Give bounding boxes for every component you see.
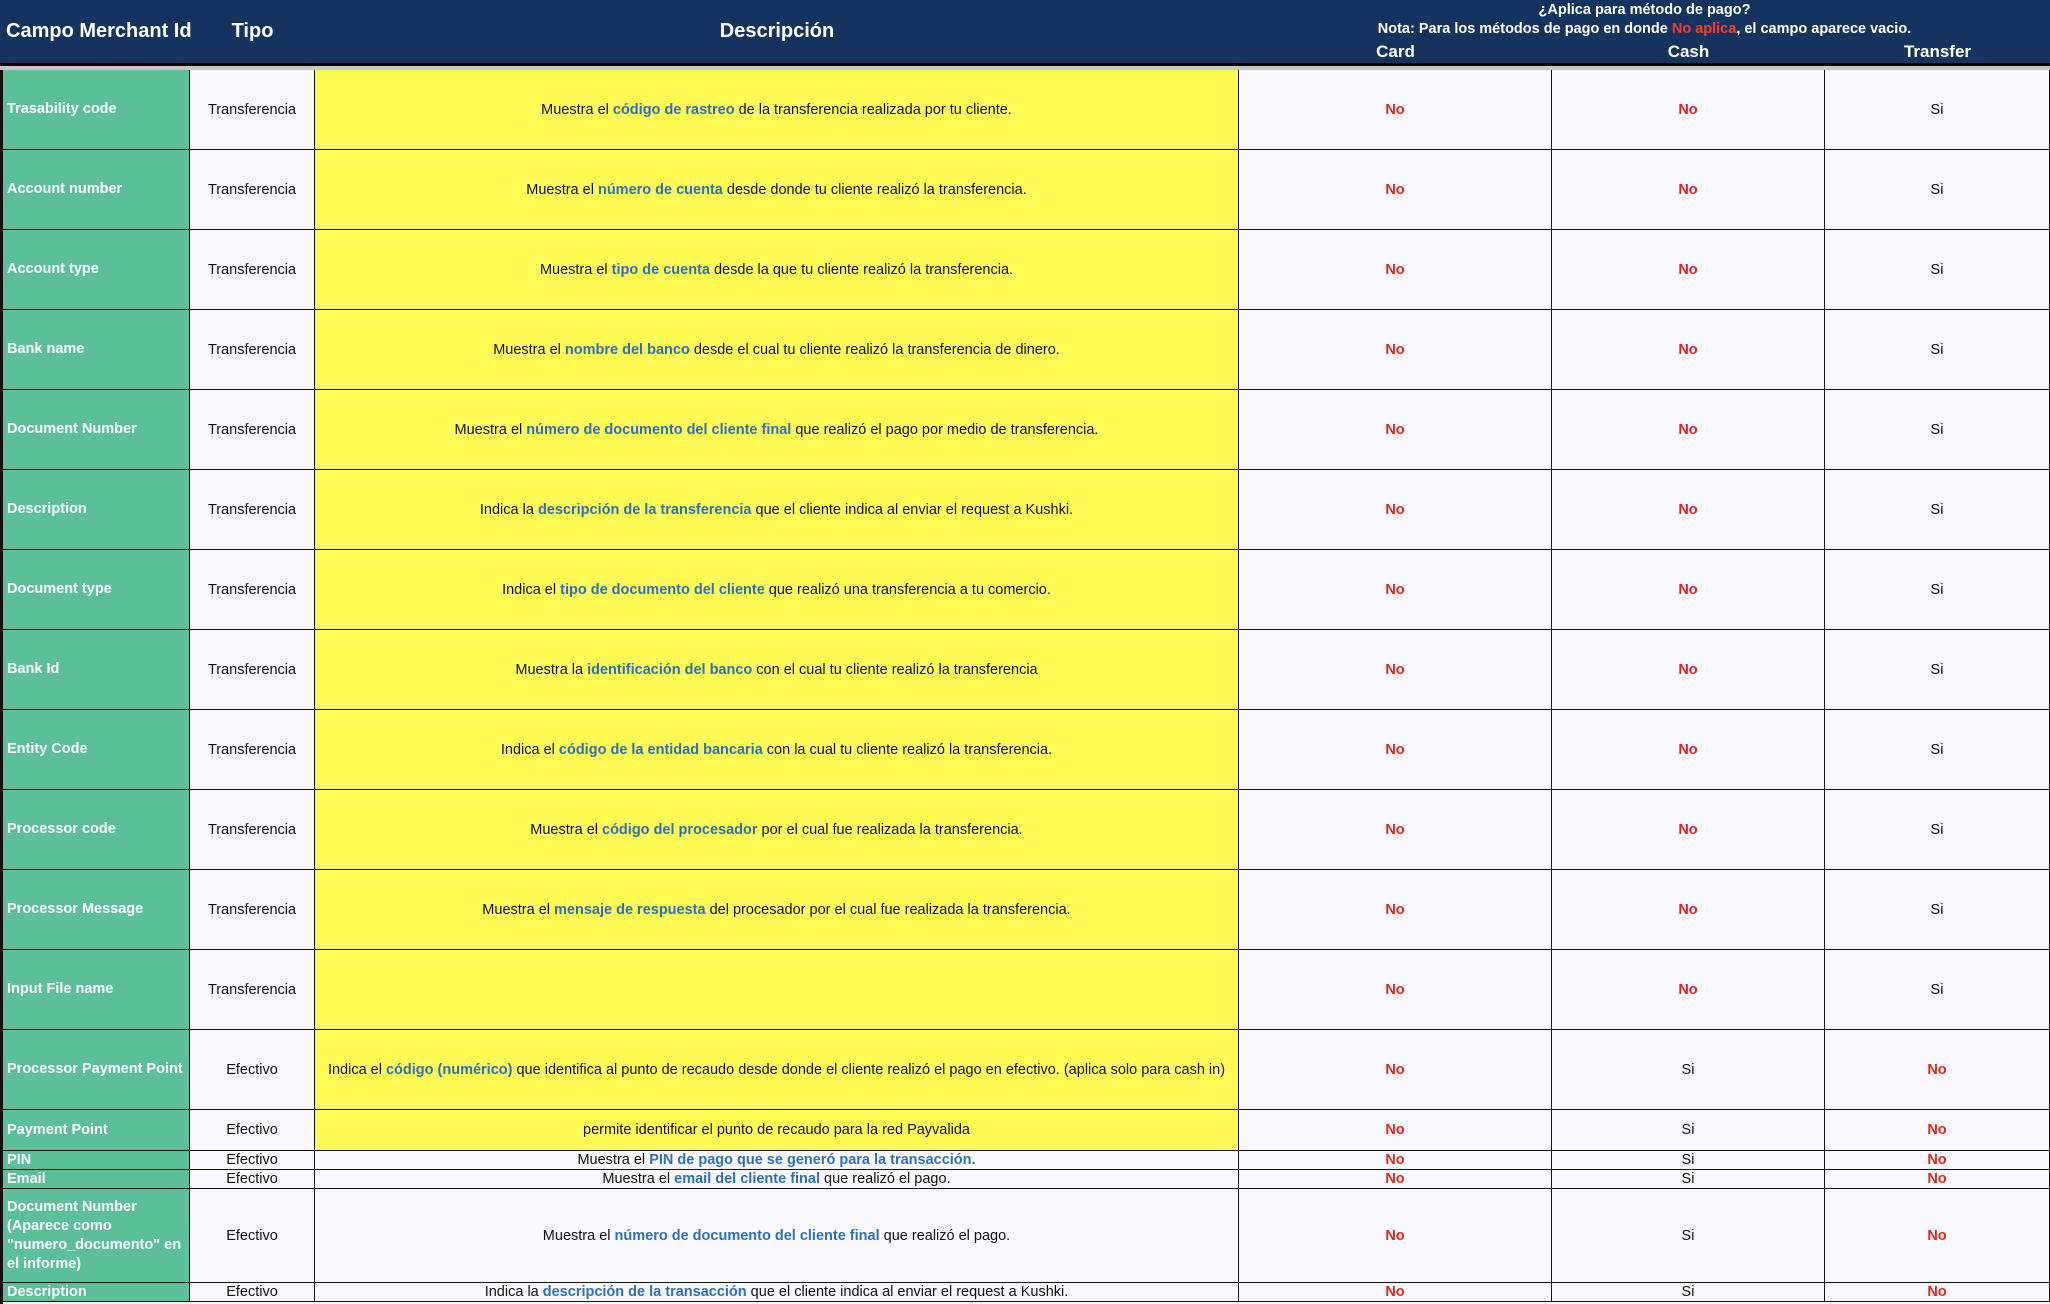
cell-campo[interactable]: Processor Message bbox=[3, 870, 190, 949]
table-row bbox=[3, 1110, 2050, 1151]
cell-cash[interactable]: Si bbox=[1552, 1283, 1825, 1301]
cell-campo[interactable]: Document type bbox=[3, 550, 190, 629]
header-cash: Cash bbox=[1667, 42, 1710, 61]
cell-descripcion[interactable] bbox=[315, 550, 1239, 629]
cell-transfer[interactable]: Si bbox=[1825, 710, 2050, 789]
cell-tipo[interactable]: Transferencia bbox=[190, 230, 315, 309]
cell-campo[interactable]: Bank Id bbox=[3, 630, 190, 709]
header-nota bbox=[1239, 21, 2050, 37]
cell-cash[interactable]: No bbox=[1552, 790, 1825, 869]
desc-text: del procesador por el cual fue realizada la transferencia. bbox=[705, 901, 1071, 918]
cell-cash[interactable]: No bbox=[1552, 870, 1825, 949]
cell-tipo[interactable]: Transferencia bbox=[190, 390, 315, 469]
cell-cash[interactable]: No bbox=[1552, 390, 1825, 469]
cell-transfer[interactable]: Si bbox=[1825, 550, 2050, 629]
cell-card[interactable]: No bbox=[1239, 630, 1552, 709]
desc-text: Muestra el bbox=[539, 261, 612, 278]
table-row bbox=[3, 1151, 2050, 1170]
desc-text: desde donde tu cliente realizó la transferencia. bbox=[722, 181, 1027, 198]
desc-text: con el cual tu cliente realizó la transferencia bbox=[752, 661, 1038, 678]
desc-text: Muestra el bbox=[577, 1152, 650, 1168]
cell-tipo[interactable]: Transferencia bbox=[190, 470, 315, 549]
desc-highlight: tipo de documento del cliente bbox=[560, 581, 765, 598]
desc-highlight: tipo de cuenta bbox=[611, 261, 710, 278]
cell-transfer[interactable]: Si bbox=[1825, 230, 2050, 309]
cell-card[interactable]: No bbox=[1239, 150, 1552, 229]
desc-text: Muestra el bbox=[493, 341, 565, 358]
desc-text: que el cliente indica al enviar el request a Kushki. bbox=[751, 501, 1074, 518]
cell-tipo[interactable]: Transferencia bbox=[190, 870, 315, 949]
cell-cash[interactable]: No bbox=[1552, 710, 1825, 789]
cell-tipo[interactable]: Transferencia bbox=[190, 70, 315, 149]
cell-card[interactable]: No bbox=[1239, 470, 1552, 549]
table-header bbox=[0, 0, 2050, 65]
cell-tipo[interactable]: Transferencia bbox=[190, 630, 315, 709]
cell-card[interactable]: No bbox=[1239, 870, 1552, 949]
desc-text: Indica el bbox=[502, 581, 561, 598]
cell-card[interactable]: No bbox=[1239, 1283, 1552, 1301]
cell-campo[interactable]: Bank name bbox=[3, 310, 190, 389]
cell-cash[interactable]: No bbox=[1552, 950, 1825, 1029]
desc-text: Muestra el bbox=[454, 421, 527, 438]
desc-highlight: descripción de la transacción bbox=[542, 1284, 747, 1300]
cell-campo[interactable]: Document Number (Aparece como "numero_documento" en el informe) bbox=[3, 1189, 190, 1282]
cell-campo[interactable]: Email bbox=[3, 1170, 190, 1188]
desc-highlight: código de rastreo bbox=[612, 101, 735, 118]
cell-cash[interactable]: No bbox=[1552, 310, 1825, 389]
table-row bbox=[3, 1189, 2050, 1283]
cell-tipo[interactable]: Transferencia bbox=[190, 710, 315, 789]
cell-transfer[interactable]: Si bbox=[1825, 950, 2050, 1029]
cell-tipo[interactable]: Efectivo bbox=[190, 1151, 315, 1169]
cell-transfer[interactable]: No bbox=[1825, 1030, 2050, 1109]
desc-highlight: identificación del banco bbox=[587, 661, 753, 678]
cell-card[interactable]: No bbox=[1239, 1189, 1552, 1282]
desc-highlight: mensaje de respuesta bbox=[554, 901, 706, 918]
desc-text: Muestra el bbox=[530, 821, 603, 838]
cell-campo[interactable]: Document Number bbox=[3, 390, 190, 469]
cell-transfer[interactable]: Si bbox=[1825, 790, 2050, 869]
desc-text: que realizó el pago. bbox=[820, 1171, 951, 1187]
cell-cash[interactable]: No bbox=[1552, 470, 1825, 549]
cell-transfer[interactable]: Si bbox=[1825, 310, 2050, 389]
cell-cash[interactable]: Si bbox=[1552, 1170, 1825, 1188]
cell-descripcion[interactable] bbox=[315, 1189, 1239, 1282]
desc-highlight: número de cuenta bbox=[597, 181, 723, 198]
desc-text: que el cliente indica al enviar el request a Kushki. bbox=[746, 1284, 1069, 1300]
cell-descripcion[interactable] bbox=[315, 630, 1239, 709]
cell-cash[interactable]: Si bbox=[1552, 1110, 1825, 1150]
nota-suffix: , el campo aparece vacio. bbox=[1736, 21, 1912, 37]
cell-campo[interactable]: Account type bbox=[3, 230, 190, 309]
header-tipo: Tipo bbox=[231, 20, 274, 42]
table-row bbox=[3, 1170, 2050, 1189]
cell-card[interactable]: No bbox=[1239, 310, 1552, 389]
table-row bbox=[3, 70, 2050, 150]
cell-card[interactable]: No bbox=[1239, 790, 1552, 869]
cell-cash[interactable]: No bbox=[1552, 230, 1825, 309]
table-row bbox=[3, 470, 2050, 550]
desc-highlight: PIN de pago que se generó para la transacción. bbox=[649, 1152, 976, 1168]
cell-card[interactable]: No bbox=[1239, 1170, 1552, 1188]
cell-campo[interactable]: Description bbox=[3, 1283, 190, 1301]
cell-cash[interactable]: No bbox=[1552, 550, 1825, 629]
cell-descripcion[interactable] bbox=[315, 1170, 1239, 1188]
header-aplica-metodo-pago: ¿Aplica para método de pago? bbox=[1538, 2, 1751, 18]
cell-transfer[interactable]: Si bbox=[1825, 150, 2050, 229]
cell-card[interactable]: No bbox=[1239, 1030, 1552, 1109]
cell-tipo[interactable]: Transferencia bbox=[190, 790, 315, 869]
cell-transfer[interactable]: No bbox=[1825, 1283, 2050, 1301]
table-row bbox=[3, 390, 2050, 470]
desc-text: Indica la bbox=[484, 1284, 543, 1300]
nota-no-aplica: No aplica bbox=[1671, 21, 1737, 37]
header-descripcion: Descripción bbox=[719, 20, 835, 42]
table-row bbox=[3, 950, 2050, 1030]
desc-text: Muestra el bbox=[602, 1171, 675, 1187]
cell-cash[interactable]: Si bbox=[1552, 1030, 1825, 1109]
nota-prefix: Nota: Para los métodos de pago en donde bbox=[1377, 21, 1672, 37]
desc-text: que realizó una transferencia a tu comercio. bbox=[764, 581, 1051, 598]
desc-text: desde el cual tu cliente realizó la transferencia de dinero. bbox=[689, 341, 1060, 358]
cell-cash[interactable]: Si bbox=[1552, 1189, 1825, 1282]
table-row bbox=[3, 1283, 2050, 1302]
cell-card[interactable]: No bbox=[1239, 710, 1552, 789]
desc-text: Indica la bbox=[479, 501, 538, 518]
desc-text: Muestra la bbox=[515, 661, 588, 678]
cell-tipo[interactable]: Efectivo bbox=[190, 1189, 315, 1282]
cell-card[interactable]: No bbox=[1239, 1110, 1552, 1150]
desc-text: permite identificar el punto de recaudo para la red Payvalida bbox=[583, 1122, 970, 1138]
table-row bbox=[3, 870, 2050, 950]
cell-descripcion[interactable] bbox=[315, 1151, 1239, 1169]
cell-tipo[interactable]: Efectivo bbox=[190, 1030, 315, 1109]
cell-descripcion[interactable] bbox=[315, 1110, 1239, 1150]
cell-descripcion[interactable] bbox=[315, 150, 1239, 229]
cell-campo[interactable]: Description bbox=[3, 470, 190, 549]
cell-tipo[interactable]: Transferencia bbox=[190, 310, 315, 389]
table-row bbox=[3, 150, 2050, 230]
desc-highlight: número de documento del cliente final bbox=[614, 1227, 880, 1244]
cell-transfer[interactable]: No bbox=[1825, 1151, 2050, 1169]
desc-highlight: email del cliente final bbox=[674, 1171, 820, 1187]
cell-card[interactable]: No bbox=[1239, 1151, 1552, 1169]
desc-highlight: número de documento del cliente final bbox=[526, 421, 792, 438]
desc-highlight: nombre del banco bbox=[564, 341, 690, 358]
desc-text: que realizó el pago por medio de transferencia. bbox=[791, 421, 1099, 438]
cell-descripcion[interactable] bbox=[315, 870, 1239, 949]
desc-text: Muestra el bbox=[482, 901, 555, 918]
cell-campo[interactable]: Payment Point bbox=[3, 1110, 190, 1150]
desc-text: Muestra el bbox=[542, 1227, 615, 1244]
desc-text: que realizó el pago. bbox=[879, 1227, 1011, 1244]
table-row bbox=[3, 1030, 2050, 1110]
cell-descripcion[interactable] bbox=[315, 790, 1239, 869]
header-transfer: Transfer bbox=[1903, 42, 1972, 61]
cell-tipo[interactable]: Efectivo bbox=[190, 1110, 315, 1150]
cell-descripcion[interactable] bbox=[315, 710, 1239, 789]
desc-text: que identifica al punto de recaudo desde donde el cliente realizó el pago en efectivo. (aplica solo para cash in) bbox=[512, 1061, 1226, 1078]
cell-descripcion[interactable] bbox=[315, 230, 1239, 309]
cell-tipo[interactable]: Transferencia bbox=[190, 950, 315, 1029]
cell-cash[interactable]: No bbox=[1552, 630, 1825, 709]
desc-text: de la transferencia realizada por tu cliente. bbox=[734, 101, 1012, 118]
cell-transfer[interactable]: Si bbox=[1825, 870, 2050, 949]
cell-descripcion[interactable] bbox=[315, 70, 1239, 149]
cell-card[interactable]: No bbox=[1239, 550, 1552, 629]
cell-tipo[interactable]: Transferencia bbox=[190, 150, 315, 229]
cell-campo[interactable]: PIN bbox=[3, 1151, 190, 1169]
cell-transfer[interactable]: Si bbox=[1825, 630, 2050, 709]
table-row bbox=[3, 790, 2050, 870]
cell-descripcion[interactable] bbox=[315, 390, 1239, 469]
cell-campo[interactable]: Processor code bbox=[3, 790, 190, 869]
header-campo-merchant-id: Campo Merchant Id bbox=[6, 20, 192, 42]
header-card: Card bbox=[1376, 42, 1415, 61]
cell-descripcion[interactable] bbox=[315, 310, 1239, 389]
cell-card[interactable]: No bbox=[1239, 230, 1552, 309]
desc-highlight: código de la entidad bancaria bbox=[558, 741, 763, 758]
cell-cash[interactable]: No bbox=[1552, 150, 1825, 229]
cell-campo[interactable]: Entity Code bbox=[3, 710, 190, 789]
table-row bbox=[3, 230, 2050, 310]
cell-descripcion[interactable] bbox=[315, 1030, 1239, 1109]
fields-table bbox=[3, 70, 2050, 1302]
cell-transfer[interactable]: No bbox=[1825, 1110, 2050, 1150]
desc-text: Indica el bbox=[327, 1061, 386, 1078]
table-row bbox=[3, 710, 2050, 790]
cell-descripcion[interactable] bbox=[315, 950, 1239, 1029]
desc-text: desde la que tu cliente realizó la transferencia. bbox=[709, 261, 1014, 278]
desc-text: por el cual fue realizada la transferencia. bbox=[757, 821, 1023, 838]
cell-campo[interactable]: Account number bbox=[3, 150, 190, 229]
cell-descripcion[interactable] bbox=[315, 1283, 1239, 1301]
cell-campo[interactable]: Trasability code bbox=[3, 70, 190, 149]
desc-text: Indica el bbox=[500, 741, 559, 758]
table-row bbox=[3, 630, 2050, 710]
desc-text: con la cual tu cliente realizó la transferencia. bbox=[762, 741, 1053, 758]
cell-transfer[interactable]: Si bbox=[1825, 70, 2050, 149]
cell-cash[interactable]: No bbox=[1552, 70, 1825, 149]
cell-transfer[interactable]: Si bbox=[1825, 390, 2050, 469]
cell-cash[interactable]: Si bbox=[1552, 1151, 1825, 1169]
cell-transfer[interactable]: No bbox=[1825, 1170, 2050, 1188]
cell-tipo[interactable]: Transferencia bbox=[190, 550, 315, 629]
desc-highlight: descripción de la transferencia bbox=[537, 501, 752, 518]
cell-card[interactable]: No bbox=[1239, 950, 1552, 1029]
cell-card[interactable]: No bbox=[1239, 390, 1552, 469]
cell-descripcion[interactable] bbox=[315, 470, 1239, 549]
cell-transfer[interactable]: No bbox=[1825, 1189, 2050, 1282]
cell-transfer[interactable]: Si bbox=[1825, 470, 2050, 549]
desc-text: Muestra el bbox=[526, 181, 598, 198]
cell-tipo[interactable]: Efectivo bbox=[190, 1283, 315, 1301]
desc-highlight: código (numérico) bbox=[385, 1061, 513, 1078]
cell-campo[interactable]: Input File name bbox=[3, 950, 190, 1029]
desc-text: Muestra el bbox=[541, 101, 613, 118]
desc-highlight: código del procesador bbox=[602, 821, 758, 838]
cell-card[interactable]: No bbox=[1239, 70, 1552, 149]
table-row bbox=[3, 550, 2050, 630]
cell-campo[interactable]: Processor Payment Point bbox=[3, 1030, 190, 1109]
table-row bbox=[3, 310, 2050, 390]
cell-tipo[interactable]: Efectivo bbox=[190, 1170, 315, 1188]
